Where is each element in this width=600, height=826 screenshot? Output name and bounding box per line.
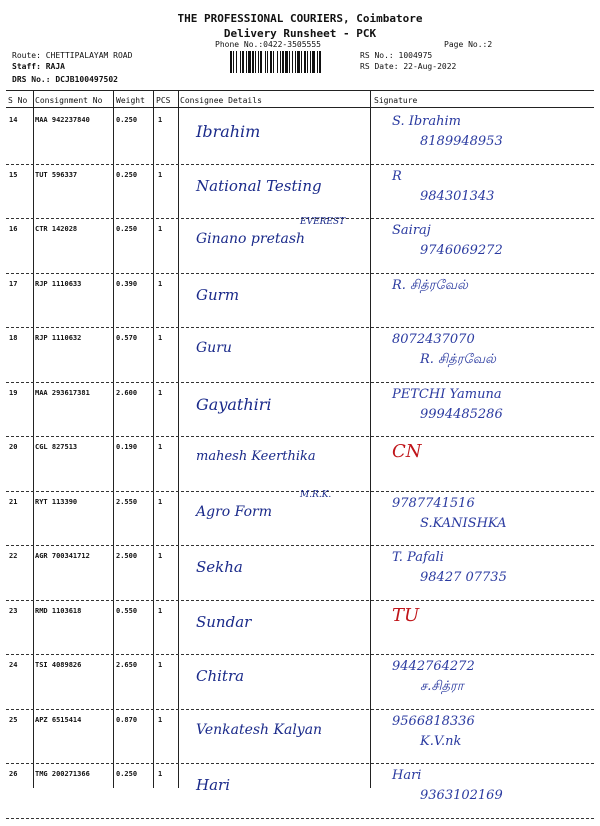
rs-number: RS No.: 1004975	[360, 51, 433, 60]
signature-extra: 9363102169	[420, 788, 503, 803]
weight-value: 0.190	[116, 443, 138, 451]
drs-number: DRS No.: DCJB100497502	[12, 75, 118, 84]
route-label: Route: CHETTIPALAYAM ROAD	[12, 51, 133, 60]
weight-value: 0.870	[116, 715, 138, 724]
header-top-rule	[6, 90, 594, 91]
table-row	[0, 489, 600, 554]
signature-extra: 9994485286	[420, 406, 503, 422]
signature-extra: 984301343	[420, 188, 495, 204]
pcs-value: 1	[158, 661, 163, 669]
pcs-value: 1	[158, 279, 163, 288]
consignment-number: TSI 4089826	[35, 661, 82, 669]
header-bottom-rule	[6, 107, 594, 108]
col-weight-header: Weight	[116, 96, 145, 105]
consignee-name: National Testing	[196, 176, 322, 195]
col-details-header: Consignee Details	[180, 96, 262, 105]
table-row	[0, 546, 600, 608]
page-number: Page No.:2	[444, 40, 493, 49]
consignment-number: CGL 827513	[35, 443, 78, 451]
consignment-number: APZ 6515414	[35, 715, 82, 724]
signature-extra: 8189948953	[420, 134, 503, 149]
signature: R. சித்ரவேல்	[392, 277, 468, 293]
weight-value: 0.390	[116, 279, 138, 288]
signature: T. Pafali	[392, 550, 444, 565]
consignment-number: AGR 700341712	[35, 552, 90, 560]
consignment-number: RJP 1110633	[35, 279, 82, 288]
rs-date: RS Date: 22-Aug-2022	[360, 62, 457, 71]
phone-number: Phone No.:0422-3505555	[215, 40, 321, 49]
signature-extra: 98427 07735	[420, 570, 507, 585]
consignment-number: MAA 293617381	[35, 388, 90, 397]
pcs-value: 1	[158, 606, 163, 615]
consignment-number: RYT 113390	[35, 497, 78, 506]
consignee-name: Sundar	[196, 612, 252, 631]
signature: 8072437070	[392, 332, 475, 347]
row-sno: 16	[9, 225, 18, 233]
weight-value: 0.250	[116, 116, 138, 124]
row-sno: 14	[9, 116, 18, 124]
pcs-value: 1	[158, 388, 163, 397]
weight-value: 2.550	[116, 497, 138, 506]
consignee-name: Gurm	[196, 285, 240, 304]
consignment-number: RMD 1103618	[35, 606, 82, 615]
pcs-value: 1	[158, 116, 163, 124]
weight-value: 2.600	[116, 388, 138, 397]
consignee-name: Hari	[196, 776, 230, 794]
consignee-name: Guru	[196, 340, 232, 356]
pcs-value: 1	[158, 552, 163, 560]
table-row	[0, 383, 600, 445]
consignment-number: MAA 942237840	[35, 116, 90, 124]
consignee-note: M.R.K.	[300, 489, 332, 500]
document-subtitle: Delivery Runsheet - PCK	[223, 27, 377, 40]
table-row	[0, 328, 600, 390]
signature: Sairaj	[392, 223, 431, 238]
row-sno: 15	[9, 170, 18, 179]
consignment-number: CTR 142028	[35, 225, 78, 233]
row-sno: 19	[9, 388, 18, 397]
pcs-value: 1	[158, 443, 163, 451]
signature: PETCHI Yamuna	[392, 386, 502, 402]
staff-label: Staff: RAJA	[12, 62, 65, 71]
signature-extra: 9746069272	[420, 243, 503, 258]
table-row	[0, 655, 600, 717]
row-sno: 25	[9, 715, 18, 724]
document-title: THE PROFESSIONAL COURIERS, Coimbatore	[177, 12, 423, 25]
signature-extra: K.V.nk	[420, 733, 462, 749]
pcs-value: 1	[158, 770, 163, 778]
consignee-name: mahesh Keerthika	[196, 449, 316, 464]
table-row	[0, 710, 600, 772]
col-pcs-header: PCS	[156, 96, 171, 105]
signature: CN	[392, 441, 422, 462]
row-sno: 24	[9, 661, 18, 669]
signature: TU	[392, 604, 420, 626]
table-row	[0, 110, 600, 172]
weight-value: 2.500	[116, 552, 138, 560]
row-sno: 26	[9, 770, 18, 778]
table-row	[0, 274, 600, 336]
pcs-value: 1	[158, 497, 163, 506]
row-sno: 23	[9, 606, 18, 615]
consignee-name: Ibrahim	[196, 122, 261, 141]
row-sno: 21	[9, 497, 18, 506]
signature-extra: S.KANISHKA	[420, 515, 507, 531]
pcs-value: 1	[158, 334, 163, 342]
table-row	[0, 764, 600, 826]
signature-extra: R. சித்ரவேல்	[420, 352, 496, 367]
table-row	[0, 219, 600, 281]
consignee-name: Chitra	[196, 667, 245, 685]
signature: 9566818336	[392, 713, 475, 729]
signature: R	[392, 168, 402, 184]
weight-value: 0.550	[116, 606, 138, 615]
weight-value: 0.250	[116, 170, 138, 179]
signature: 9442764272	[392, 659, 475, 674]
weight-value: 2.650	[116, 661, 138, 669]
col-signature-header: Signature	[374, 96, 418, 105]
pcs-value: 1	[158, 225, 163, 233]
signature: Hari	[392, 768, 422, 783]
consignee-name: Venkatesh Kalyan	[196, 721, 323, 738]
table-row	[0, 601, 600, 663]
consignment-number: RJP 1110632	[35, 334, 82, 342]
consignment-number: TMG 200271366	[35, 770, 90, 778]
col-consignment-header: Consignment No	[35, 96, 103, 105]
signature: S. Ibrahim	[392, 114, 461, 129]
weight-value: 0.570	[116, 334, 138, 342]
barcode	[230, 51, 352, 73]
consignee-name: Ginano pretash	[196, 231, 306, 247]
consignee-name: Sekha	[196, 558, 243, 576]
row-sno: 20	[9, 443, 18, 451]
col-sno-header: S No	[8, 96, 28, 105]
weight-value: 0.250	[116, 225, 138, 233]
row-sno: 18	[9, 334, 18, 342]
consignee-note: EVEREST	[300, 217, 346, 227]
consignee-name: Agro Form	[196, 503, 272, 520]
weight-value: 0.250	[116, 770, 138, 778]
consignment-number: TUT 596337	[35, 170, 78, 179]
row-sno: 17	[9, 279, 18, 288]
pcs-value: 1	[158, 715, 163, 724]
row-separator	[6, 818, 594, 819]
signature: 9787741516	[392, 495, 475, 511]
pcs-value: 1	[158, 170, 163, 179]
signature-extra: ச.சித்ரா	[420, 679, 464, 694]
consignee-name: Gayathiri	[196, 394, 272, 414]
row-sno: 22	[9, 552, 18, 560]
